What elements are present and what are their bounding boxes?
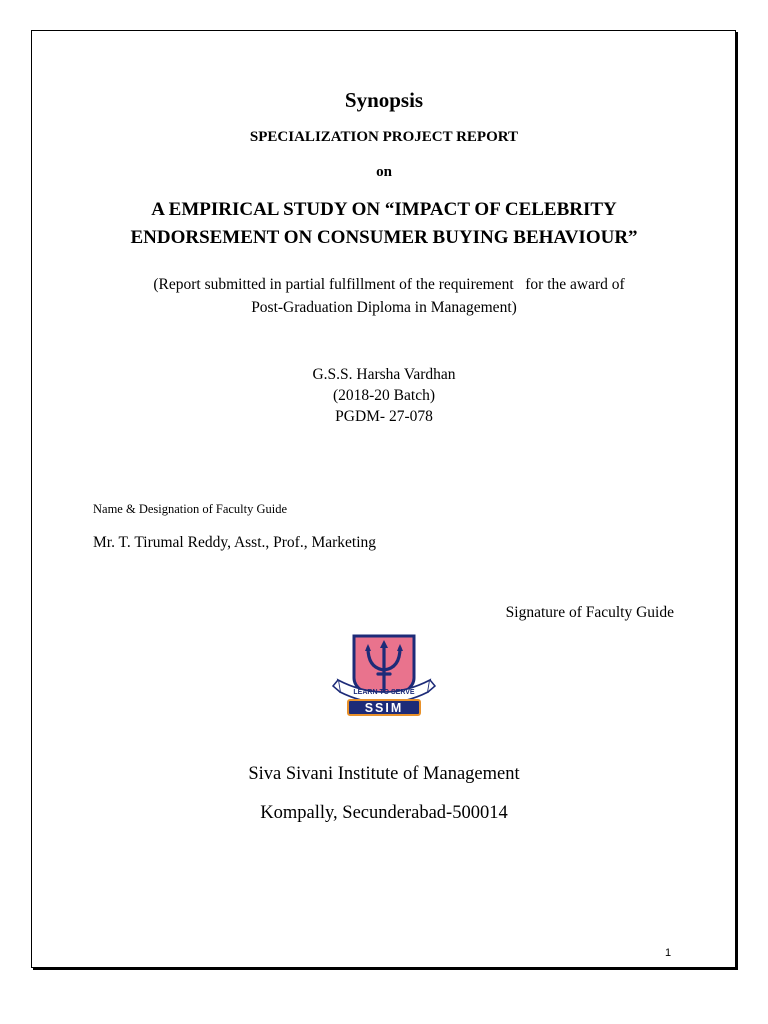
- report-purpose: [0, 273, 768, 319]
- purpose-line-2: Post-Graduation Diploma in Management): [251, 299, 517, 316]
- signature-label: Signature of Faculty Guide: [505, 604, 674, 621]
- page-number: 1: [665, 947, 672, 959]
- faculty-guide-name: Mr. T. Tirumal Reddy, Asst., Prof., Marketing: [93, 534, 377, 551]
- doc-subheading: SPECIALIZATION PROJECT REPORT: [249, 129, 519, 145]
- faculty-guide-label: Name & Designation of Faculty Guide: [93, 502, 288, 516]
- institute-name: Siva Sivani Institute of Management: [248, 764, 520, 784]
- author-block: [0, 364, 768, 427]
- report-title-line-2: ENDORSEMENT ON CONSUMER BUYING BEHAVIOUR”: [130, 227, 638, 248]
- report-title: [0, 196, 768, 252]
- ssim-logo: [332, 634, 436, 716]
- doc-connector: on: [376, 164, 392, 180]
- logo-acronym: SSIM: [364, 701, 404, 715]
- doc-heading: Synopsis: [344, 88, 424, 112]
- author-roll: PGDM- 27-078: [335, 408, 433, 425]
- logo-motto: LEARN TO SERVE: [353, 689, 415, 696]
- author-name: G.S.S. Harsha Vardhan: [312, 366, 456, 383]
- institute-address: Kompally, Secunderabad-500014: [260, 803, 508, 823]
- purpose-line-1: (Report submitted in partial fulfillment of the requirement for the award of: [153, 276, 625, 293]
- report-title-line-1: A EMPIRICAL STUDY ON “IMPACT OF CELEBRITY: [151, 199, 617, 220]
- author-batch: (2018-20 Batch): [332, 387, 435, 404]
